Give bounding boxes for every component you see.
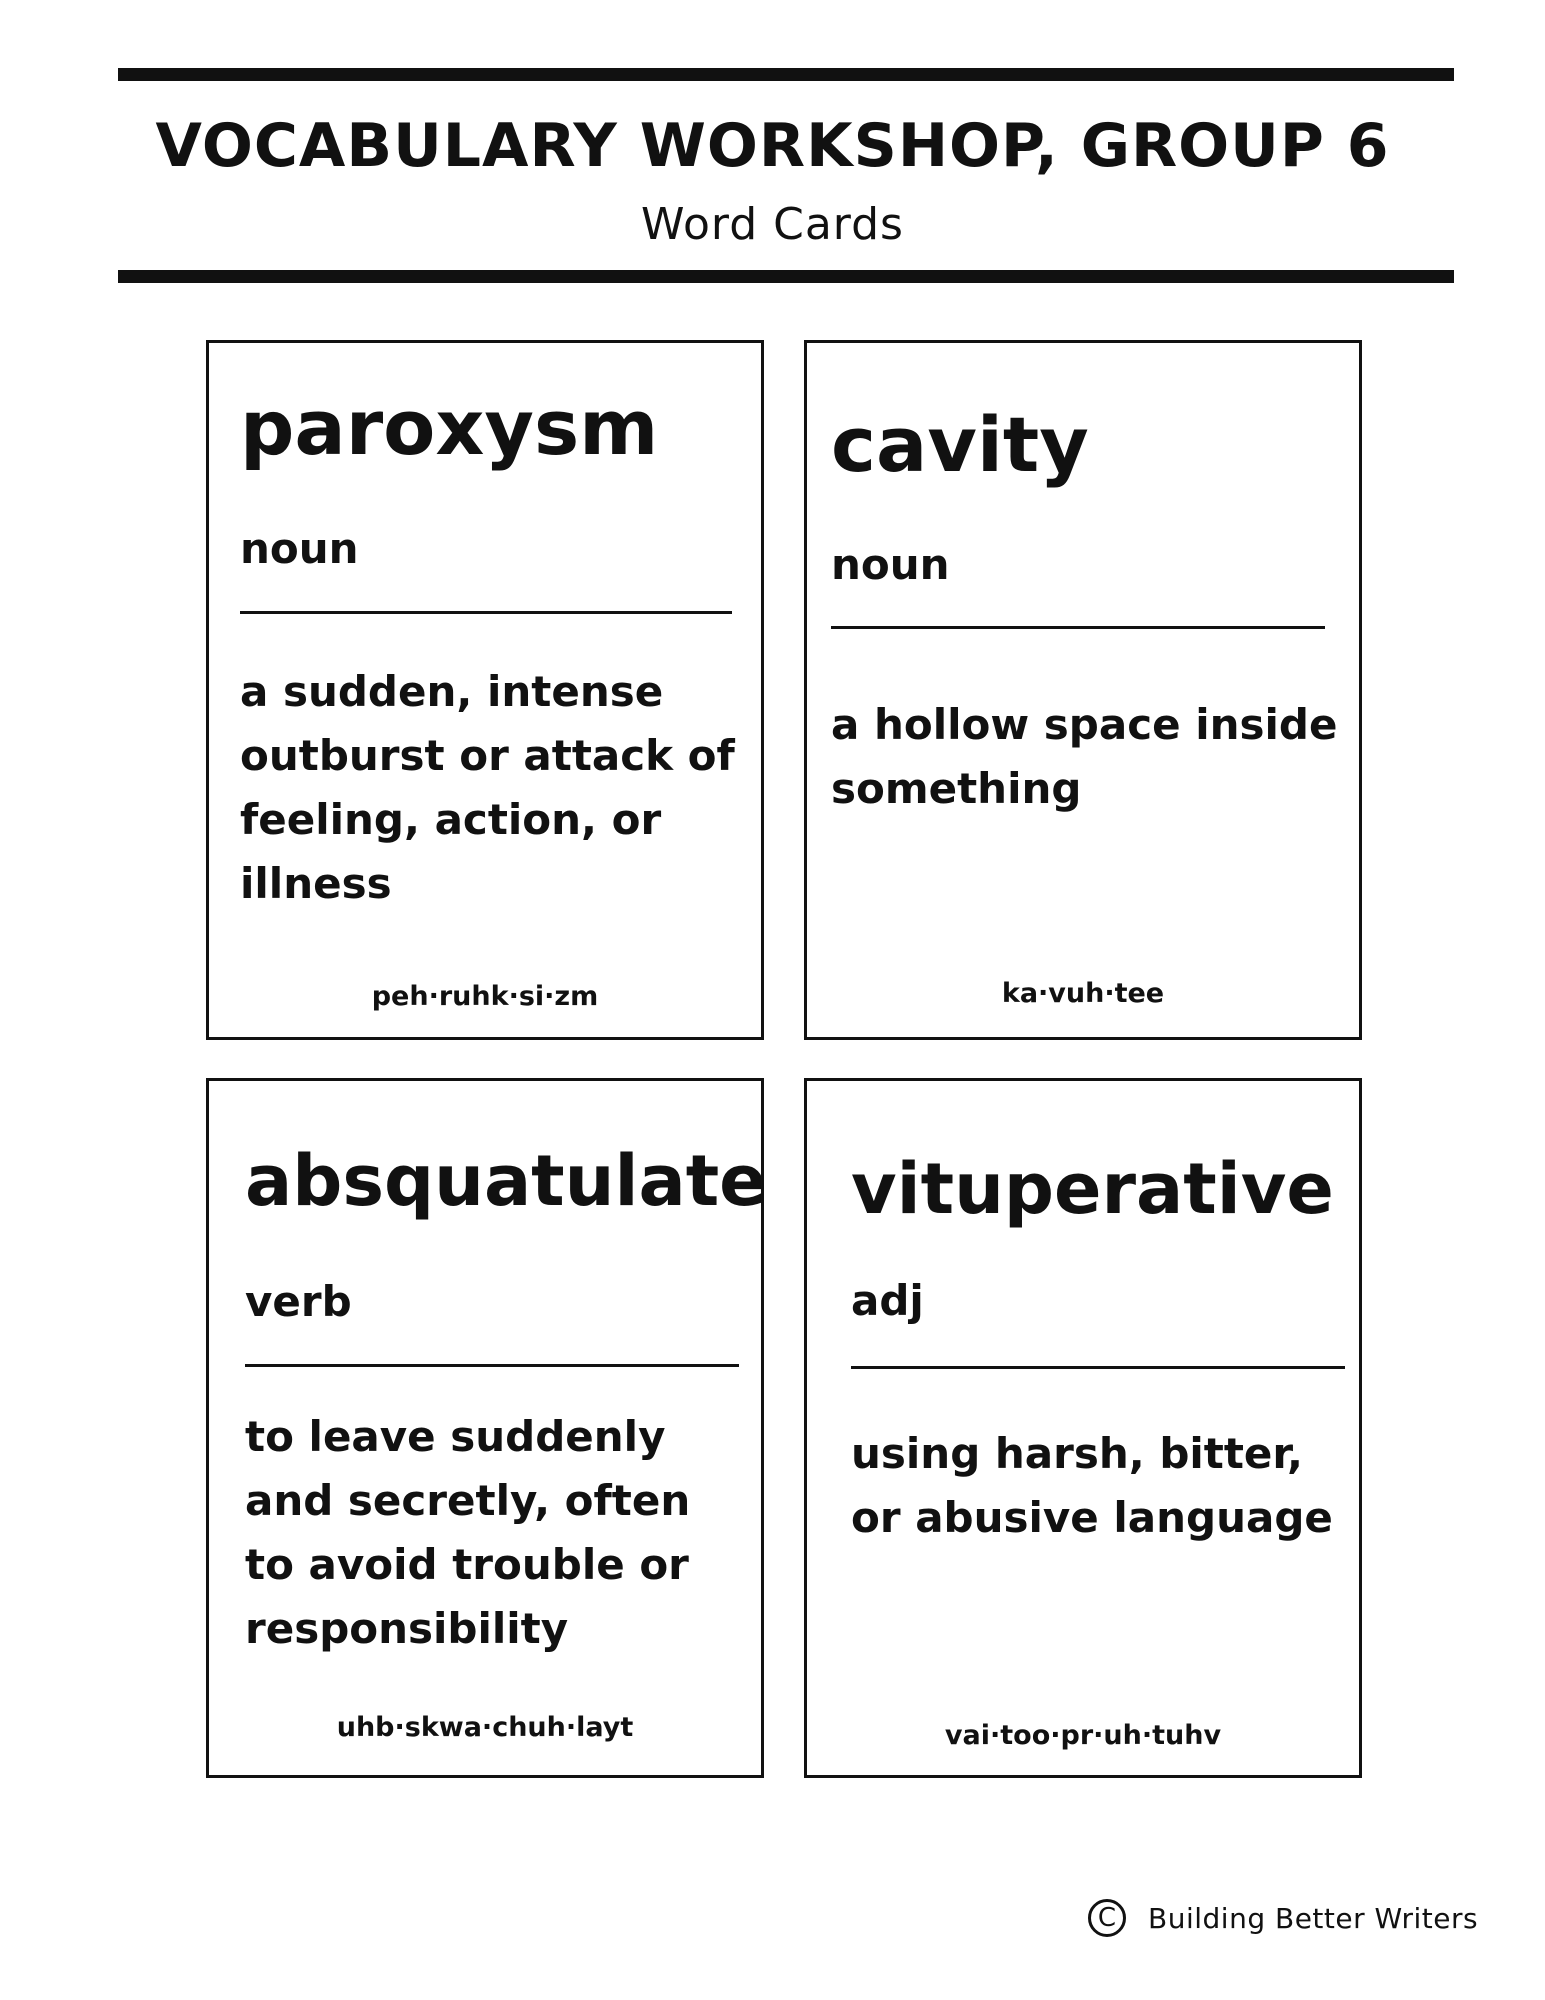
- card-part-of-speech: noun: [831, 540, 950, 589]
- card-pronunciation: vai·too·pr·uh·tuhv: [944, 1720, 1222, 1751]
- card-pronunciation: uhb·skwa·chuh·layt: [336, 1712, 634, 1743]
- header-bottom-rule: [118, 270, 1454, 283]
- card-definition: to leave suddenly and secretly, often to avoid trouble or responsibility: [245, 1412, 691, 1653]
- card-definition: a sudden, intense outburst or attack of feeling, action, or illness: [240, 667, 735, 908]
- page-title: VOCABULARY WORKSHOP, GROUP 6: [155, 111, 1390, 181]
- card-part-of-speech: noun: [240, 524, 359, 573]
- card-definition: using harsh, bitter, or abusive language: [851, 1429, 1333, 1542]
- card-divider: [851, 1366, 1345, 1369]
- footer-text: Building Better Writers: [1148, 1901, 1479, 1935]
- card-word: paroxysm: [240, 383, 659, 472]
- card-part-of-speech: adj: [851, 1276, 924, 1325]
- card-divider: [240, 611, 732, 614]
- card-definition: a hollow space inside something: [831, 700, 1338, 813]
- copyright-icon: C: [1088, 1899, 1126, 1937]
- header-top-rule: [118, 68, 1454, 81]
- word-card-cavity: [804, 340, 1362, 1040]
- card-part-of-speech: verb: [245, 1277, 352, 1326]
- card-word: vituperative: [851, 1148, 1334, 1230]
- card-divider: [831, 626, 1325, 629]
- footer-credit: [1088, 1895, 1478, 1941]
- card-divider: [245, 1364, 739, 1367]
- card-pronunciation: peh·ruhk·si·zm: [371, 981, 599, 1012]
- word-card-paroxysm: [206, 340, 764, 1040]
- card-pronunciation: ka·vuh·tee: [1001, 978, 1165, 1009]
- word-card-vituperative: [804, 1078, 1362, 1778]
- card-word: cavity: [831, 400, 1089, 489]
- card-word: absquatulate: [245, 1140, 767, 1222]
- word-card-absquatulate: [206, 1078, 767, 1778]
- page-subtitle: Word Cards: [641, 199, 904, 250]
